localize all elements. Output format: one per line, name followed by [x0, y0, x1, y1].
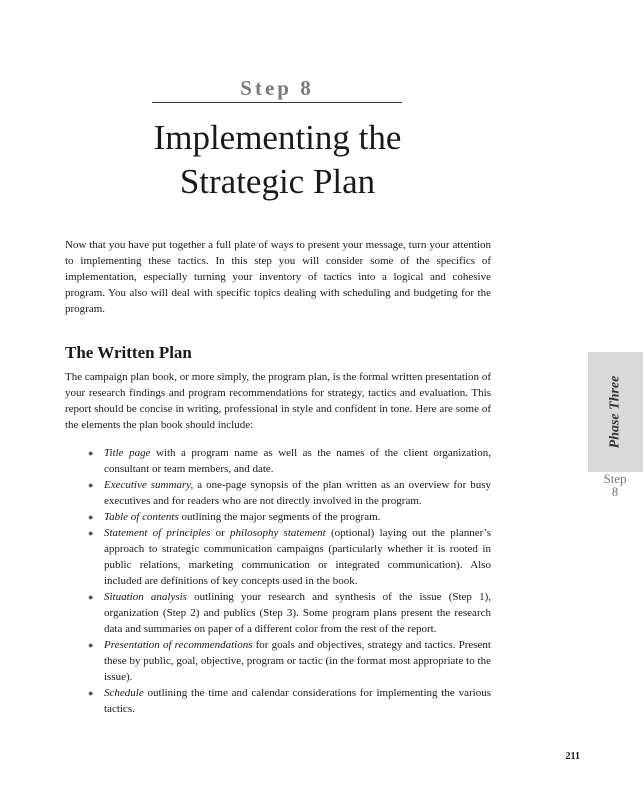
title-divider	[152, 102, 402, 103]
list-item-text: with a program name as well as the names of the client organization, consultant or team members, and date.	[104, 447, 491, 475]
chapter-title-line-2: Strategic Plan	[179, 162, 376, 201]
list-item	[88, 525, 491, 589]
chapter-title	[64, 116, 491, 204]
list-item-term: Situation analysis	[104, 591, 187, 603]
side-step-marker	[590, 472, 640, 498]
bullet-icon: ●	[88, 592, 94, 602]
intro-paragraph: Now that you have put together a full plate of ways to present your message, turn your attention to implementing these tactics. In this step you will consider some of the specifics of implementation, especially turning your inventory of tactics into a logical and cohesive program. You also will deal with specific topics dealing with scheduling and budgeting for the program.	[65, 239, 491, 315]
side-step-word: Step	[603, 471, 627, 486]
list-item-term: philosophy statement	[230, 527, 326, 539]
section-body: The campaign plan book, or more simply, the program plan, is the formal written presentation of your research findings and program recommendations for strategy, tactics and evaluation. This report should be concise in writing, professional in style and confident in tone. Here are some of the elements the plan book should include:	[65, 371, 491, 431]
list-item-text: outlining your research and synthesis of the issue (Step 1), organization (Step 2) and publics (Step 3). Some program plans present the research data and summaries on paper of a different color from the rest of the report.	[104, 591, 492, 635]
bullet-icon: ●	[88, 640, 94, 650]
chapter-title-line-1: Implementing the	[153, 118, 402, 157]
phase-label: Phase Three	[607, 375, 623, 449]
list-item-text: for goals and objectives, strategy and tactics. Present these by public, goal, objective, program or tactic (in the format most appropriate to the issue).	[104, 639, 491, 683]
list-item	[88, 589, 492, 637]
list-item-term: Schedule	[104, 687, 144, 699]
bullet-icon: ●	[88, 688, 94, 698]
list-item-text: outlining the time and calendar considerations for implementing the various tactics.	[104, 687, 491, 715]
bullet-icon: ●	[88, 512, 94, 522]
list-item	[88, 445, 491, 477]
side-step-number: 8	[611, 484, 619, 499]
list-item	[88, 477, 492, 509]
list-item-term: Table of contents	[104, 511, 179, 523]
list-item-text: (optional) laying out the planner’s approach to strategic communication campaigns (particularly whether it is rooted in public relations, marketing communication or integrated communication). Also included are definitions of key concepts used in the book.	[104, 527, 491, 587]
bullet-icon: ●	[88, 480, 94, 490]
plan-elements-list	[88, 445, 492, 717]
list-item-term: Presentation of recommendations	[104, 639, 253, 651]
list-item	[88, 637, 491, 685]
list-item	[88, 509, 491, 525]
list-item-term: Title page	[104, 447, 151, 459]
list-item-text: outlining the major segments of the program.	[178, 511, 381, 523]
list-item-text: or	[210, 527, 231, 539]
bullet-icon: ●	[88, 528, 94, 538]
step-label: Step 8	[240, 76, 314, 100]
list-item-text: a one-page synopsis of the plan written as an overview for busy executives and for readers who are not directly involved in the program.	[104, 479, 492, 507]
list-item-term: Executive summary,	[104, 479, 194, 491]
section-heading: The Written Plan	[65, 343, 192, 362]
page-number: 211	[565, 751, 580, 762]
list-item	[88, 685, 491, 717]
list-item-term: Statement of principles	[104, 527, 211, 539]
phase-tab-label	[588, 352, 643, 472]
bullet-icon: ●	[88, 448, 94, 458]
